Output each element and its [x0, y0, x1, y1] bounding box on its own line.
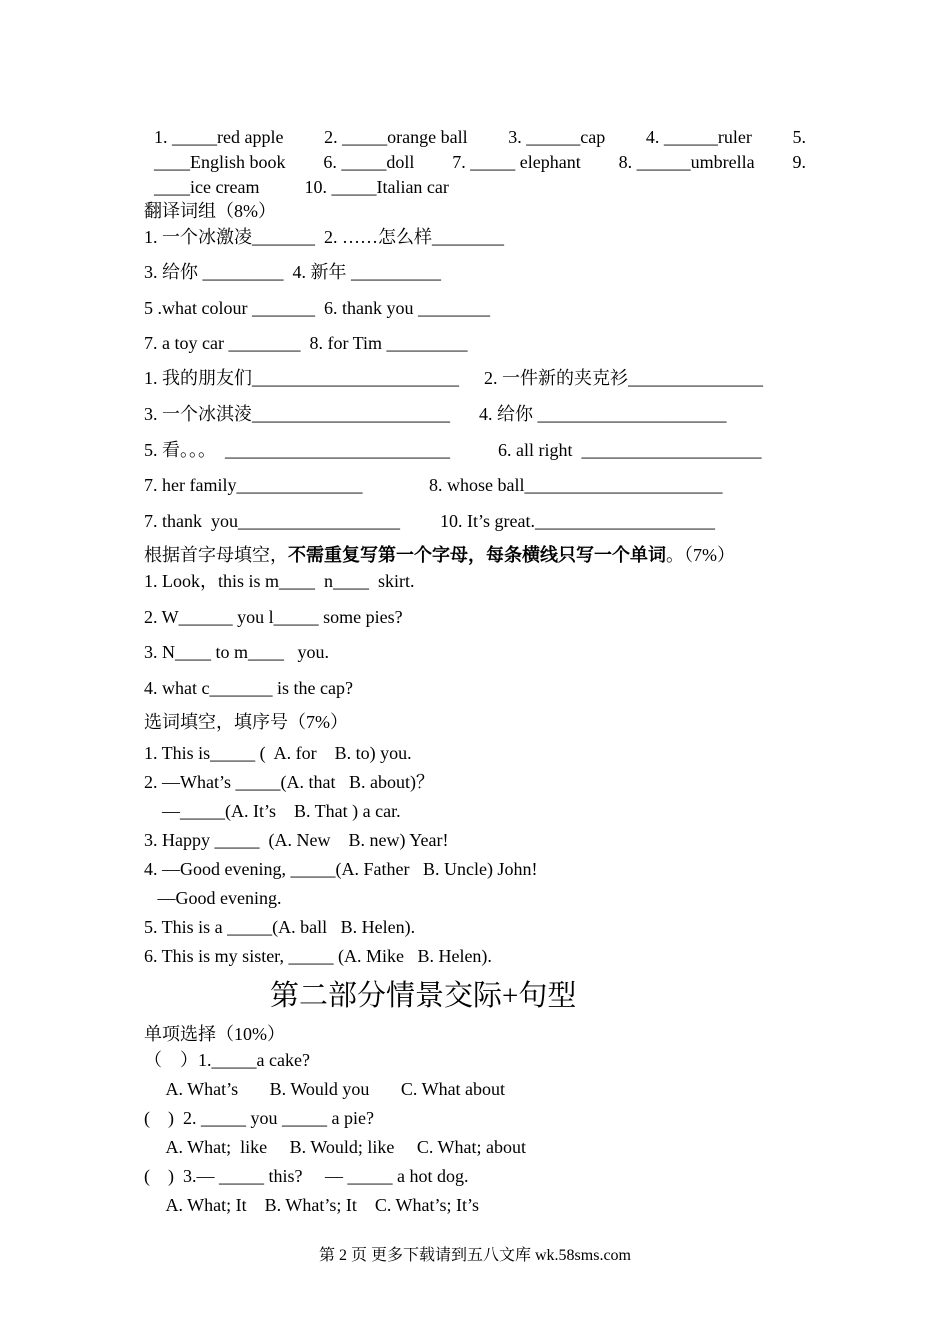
choose-row: 2. —What’s _____(A. that B. about)？: [144, 772, 434, 792]
mc-question: （ ）1._____a cake?: [144, 1050, 310, 1070]
letters-row: 4. what c_______ is the cap?: [144, 678, 353, 698]
mc-question: ( ) 3.— _____ this? — _____ a hot dog.: [144, 1166, 469, 1186]
letters-row: 2. W______ you l_____ some pies?: [144, 607, 403, 627]
part2-heading: 第二部分情景交际+句型: [270, 980, 577, 1012]
mc-options: A. What; It B. What’s; It C. What’s; It’s: [144, 1195, 479, 1215]
choose-row: 4. —Good evening, _____(A. Father B. Uncle) John!: [144, 859, 538, 879]
translate-row-2-right: 8. whose ball______________________: [429, 475, 723, 495]
choose-title: 选词填空，填序号（7%）: [144, 712, 348, 732]
translate-row-2-left: 7. thank you__________________: [144, 511, 400, 531]
translate-row-2-right: 10. It’s great.____________________: [440, 511, 715, 531]
letters-title: 根据首字母填空，不需重复写第一个字母，每条横线只写一个单词。（7%）: [144, 545, 735, 565]
ex1-item: ____ice cream: [154, 177, 260, 197]
choose-row: 5. This is a _____(A. ball B. Helen).: [144, 917, 416, 937]
translate-row: 3. 给你 _________ 4. 新年 __________: [144, 262, 441, 282]
mc-options: A. What; like B. Would; like C. What; about: [144, 1137, 527, 1157]
letters-row: 3. N____ to m____ you.: [144, 642, 330, 662]
ex1-line-3: [154, 176, 449, 198]
translate-row-2-left: 7. her family______________: [144, 475, 363, 495]
translate-row: 5 .what colour _______ 6. thank you ________: [144, 298, 490, 318]
translate-row-2-left: 5. 看。。。 _________________________: [144, 440, 450, 460]
ex1-item: 5.: [792, 127, 806, 147]
ex1-item: 8. ______umbrella: [618, 152, 755, 172]
mc-question: ( ) 2. _____ you _____ a pie?: [144, 1108, 374, 1128]
ex1-line-2: [154, 151, 806, 173]
translate-row-2-left: 3. 一个冰淇淩______________________: [144, 404, 450, 424]
translate-row-2-right: 2. 一件新的夹克衫_______________: [484, 368, 763, 388]
translate-row-2-right: 4. 给你 _____________________: [479, 404, 727, 424]
ex1-item: ____English book: [154, 152, 286, 172]
ex1-item: 4. ______ruler: [645, 127, 752, 147]
choose-row: 3. Happy _____ (A. New B. new) Year!: [144, 830, 449, 850]
translate-title: 翻译词组（8%）: [144, 201, 276, 221]
choose-row: —_____(A. It’s B. That ) a car.: [144, 801, 401, 821]
ex1-line-1: [154, 126, 806, 148]
ex1-item: 1. _____red apple: [154, 127, 284, 147]
translate-row-2-right: 6. all right ____________________: [498, 440, 762, 460]
choose-row: 6. This is my sister, _____ (A. Mike B. Helen).: [144, 946, 492, 966]
ex1-item: 2. _____orange ball: [324, 127, 468, 147]
ex1-item: 3. ______cap: [508, 127, 606, 147]
ex1-item: 9.: [792, 152, 806, 172]
page-footer: 第 2 页 更多下载请到五八文库 wk.58sms.com: [318, 1247, 631, 1264]
part2-title: 单项选择（10%）: [144, 1024, 285, 1044]
ex1-item: 10. _____Italian car: [304, 177, 449, 197]
ex1-item: 7. _____ elephant: [452, 152, 581, 172]
translate-row-2-left: 1. 我的朋友们_______________________: [144, 368, 459, 388]
translate-row: 1. 一个冰激凌_______ 2. ……怎么样________: [144, 227, 504, 247]
mc-options: A. What’s B. Would you C. What about: [144, 1079, 506, 1099]
translate-row: 7. a toy car ________ 8. for Tim _________: [144, 333, 468, 353]
letters-row: 1. Look，this is m____ n____ skirt.: [144, 571, 415, 591]
choose-row: 1. This is_____ ( A. for B. to) you.: [144, 743, 412, 763]
ex1-item: 6. _____doll: [323, 152, 415, 172]
choose-row: —Good evening.: [144, 888, 282, 908]
